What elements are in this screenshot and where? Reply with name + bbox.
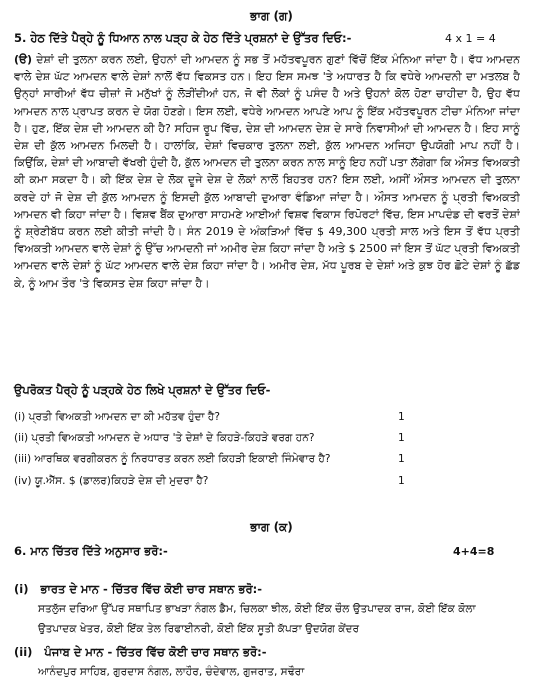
map-part-ii-text: ਪੰਜਾਬ ਦੇ ਮਾਨ - ਚਿੱਤਰ ਵਿੱਚ ਕੋਈ ਚਾਰ ਸਥਾਨ ਭਰੋ:- [44,645,267,659]
map-part-ii-title [14,645,267,660]
map-part-i-text: ਭਾਰਤ ਦੇ ਮਾਨ - ਚਿੱਤਰ ਵਿੱਚ ਕੋਈ ਚਾਰ ਸਥਾਨ ਭਰੋ:- [40,582,263,596]
section-heading-ga: ਭਾਗ (ਗ) [250,9,293,23]
subquestion-marks: 1 [398,475,405,487]
subquestion-1 [14,411,434,424]
map-part-i-line-1: ਸਤਲੁੱਜ ਦਰਿਆ ਉੱਪਰ ਸਥਾਪਿਤ ਭਾਖੜਾ ਨੰਗਲ ਡੈਮ, ਚਿਲਕਾ ਝੀਲ, ਕੋਈ ਇੱਕ ਚੌਲ ਉਤਪਾਦਕ ਰਾਜ, ਕੋਈ ਇੱਕ ਕੋਲਾ [38,603,476,615]
passage [14,51,520,377]
question-5-marks: 4 x 1 = 4 [445,32,496,45]
subquestion-4 [14,475,434,488]
subquestion-marks: 1 [398,453,405,465]
question-6-marks: 4+4=8 [453,545,495,558]
subquestion-text: (iii) ਆਰਥਿਕ ਵਰਗੀਕਰਨ ਨੂੰ ਨਿਰਧਾਰਤ ਕਰਨ ਲਈ ਕਿਹੜੀ ਇਕਾਈ ਜਿੰਮੇਵਾਰ ਹੈ? [14,453,331,465]
subquestion-marks: 1 [398,411,405,423]
map-part-ii-line-1: ਆਨੰਦਪੁਰ ਸਾਹਿਬ, ਗੁਰਦਾਸ ਨੰਗਲ, ਲਾਹੌਰ, ਚੰਦੇਵਾਲ, ਗੁਜਰਾਤ, ਸਢੌਰਾ [38,666,305,678]
section-heading-ka: ਭਾਗ (ਕ) [250,520,293,534]
subquestion-marks: 1 [398,432,405,444]
map-part-i-title [14,582,262,597]
passage-text: ਦੇਸ਼ਾਂ ਦੀ ਤੁਲਨਾ ਕਰਨ ਲਈ, ਉਹਨਾਂ ਦੀ ਆਮਦਨ ਨੂੰ ਸਭ ਤੋਂ ਮਹੱਤਵਪੂਰਨ ਗੁਣਾਂ ਵਿੱਚੋਂ ਇੱਕ ਮੰਨਿਆ ਜਾਂਦਾ ਹੈ। ਵੱਧ ਆਮਦਨ ਵਾਲੇ ਦੇਸ਼ ਘੱਟ ਆਮਦਨ ਵਾਲੇ ਦੇਸ਼ਾਂ ਨਾਲੋਂ ਵੱਧ ਵਿਕਸਤ ਹਨ। ਇਹ ਇਸ ਸਮਝ 'ਤੇ ਅਧਾਰਤ ਹੈ ਕਿ ਵਧੇਰੇ ਆਮਦਨੀ ਦਾ ਮਤਲਬ ਹੈ ਉਨ੍ਹਾਂ ਸਾਰੀਆਂ ਵੱਧ ਚੀਜ਼ਾਂ ਜੋ ਮਨੁੱਖਾਂ ਨੂੰ ਲੋੜੀਂਦੀਆਂ ਹਨ, ਜੋ ਵੀ ਲੋਕਾਂ ਨੂੰ ਪਸੰਦ ਹੈ ਅਤੇ ਉਹਨਾਂ ਕੋਲ ਹੋਣਾ ਚਾਹੀਦਾ ਹੈ, ਉਹ ਵੱਧ ਆਮਦਨ ਨਾਲ ਪ੍ਰਾਪਤ ਕਰਨ ਦੇ ਯੋਗ ਹੋਣਗੇ। ਇਸ ਲਈ, ਵਧੇਰੇ ਆਮਦਨ ਆਪਣੇ ਆਪ ਨੂੰ ਇੱਕ ਮਹੱਤਵਪੂਰਨ ਟੀਚਾ ਮੰਨਿਆ ਜਾਂਦਾ ਹੈ। ਹੁਣ, ਇੱਕ ਦੇਸ਼ ਦੀ ਆਮਦਨ ਕੀ ਹੈ? ਸਹਿਜ ਰੂਪ ਵਿੱਚ, ਦੇਸ਼ ਦੀ ਆਮਦਨ ਦੇਸ਼ ਦੇ ਸਾਰੇ ਨਿਵਾਸੀਆਂ ਦੀ ਆਮਦਨ ਹੈ। ਇਹ ਸਾਨੂੰ ਦੇਸ਼ ਦੀ ਕੁੱਲ ਆਮਦਨ ਮਿਲਦੀ ਹੈ। ਹਾਲਾਂਕਿ, ਦੇਸ਼ਾਂ ਵਿਚਕਾਰ ਤੁਲਨਾ ਲਈ, ਕੁੱਲ ਆਮਦਨ ਅਜਿਹਾ ਉਪਯੋਗੀ ਮਾਪ ਨਹੀਂ ਹੈ। ਕਿਉਂਕਿ, ਦੇਸ਼ਾਂ ਦੀ ਆਬਾਦੀ ਵੱਖਰੀ ਹੁੰਦੀ ਹੈ, ਕੁੱਲ ਆਮਦਨ ਦੀ ਤੁਲਨਾ ਕਰਨ ਨਾਲ ਸਾਨੂੰ ਇਹ ਨਹੀਂ ਪਤਾ ਲੱਗੇਗਾ ਕਿ ਔਸਤ ਵਿਅਕਤੀ ਕੀ ਕਮਾ ਸਕਦਾ ਹੈ। ਕੀ ਇੱਕ ਦੇਸ਼ ਦੇ ਲੋਕ ਦੂਜੇ ਦੇਸ਼ ਦੇ ਲੋਕਾਂ ਨਾਲੋਂ ਬਿਹਤਰ ਹਨ? ਇਸ ਲਈ, ਅਸੀਂ ਔਸਤ ਆਮਦਨ ਦੀ ਤੁਲਨਾ ਕਰਦੇ ਹਾਂ ਜੋ ਦੇਸ਼ ਦੀ ਕੁੱਲ ਆਮਦਨ ਨੂੰ ਇਸਦੀ ਕੁੱਲ ਆਬਾਦੀ ਦੁਆਰਾ ਵੰਡਿਆ ਜਾਂਦਾ ਹੈ। ਔਸਤ ਆਮਦਨ ਨੂੰ ਪ੍ਰਤੀ ਵਿਅਕਤੀ ਆਮਦਨ ਵੀ ਕਿਹਾ ਜਾਂਦਾ ਹੈ। ਵਿਸ਼ਵ ਬੈਂਕ ਦੁਆਰਾ ਸਾਹਮਣੇ ਆਈਆਂ ਵਿਸ਼ਵ ਵਿਕਾਸ ਰਿਪੋਰਟਾਂ ਵਿੱਚ, ਇਸ ਮਾਪਦੰਡ ਦੀ ਵਰਤੋਂ ਦੇਸ਼ਾਂ ਨੂੰ ਸ਼੍ਰੇਣੀਬੱਧ ਕਰਨ ਲਈ ਕੀਤੀ ਜਾਂਦੀ ਹੈ। ਸੰਨ 2019 ਦੇ ਅੰਕੜਿਆਂ ਵਿੱਚ $ 49,300 ਪ੍ਰਤੀ ਸਾਲ ਅਤੇ ਇਸ ਤੋਂ ਵੱਧ ਪ੍ਰਤੀ ਵਿਅਕਤੀ ਆਮਦਨ ਵਾਲੇ ਦੇਸ਼ਾਂ ਨੂੰ ਉੱਚ ਆਮਦਨੀ ਜਾਂ ਅਮੀਰ ਦੇਸ਼ ਕਿਹਾ ਜਾਂਦਾ ਹੈ ਅਤੇ $ 2500 ਜਾਂ ਇਸ ਤੋਂ ਘੱਟ ਪ੍ਰਤੀ ਵਿਅਕਤੀ ਆਮਦਨ ਵਾਲੇ ਦੇਸ਼ਾਂ ਨੂੰ ਘੱਟ ਆਮਦਨ ਵਾਲੇ ਦੇਸ਼ ਕਿਹਾ ਜਾਂਦਾ ਹੈ। ਅਮੀਰ ਦੇਸ਼, ਮੱਧ ਪੂਰਬ ਦੇ ਦੇਸ਼ਾਂ ਅਤੇ ਕੁਝ ਹੋਰ ਛੋਟੇ ਦੇਸ਼ਾਂ ਨੂੰ ਛੱਡ ਕੇ, ਨੂੰ ਆਮ ਤੌਰ 'ਤੇ ਵਿਕਸਤ ਦੇਸ਼ ਕਿਹਾ ਜਾਂਦਾ ਹੈ। [14,53,520,290]
question-6-title: 6. ਮਾਨ ਚਿੱਤਰ ਦਿੱਤੇ ਅਨੁਸਾਰ ਭਰੋ:- [14,544,168,558]
map-part-i-line-2: ਉਤਪਾਦਕ ਖੇਤਰ, ਕੋਈ ਇੱਕ ਤੇਲ ਰਿਫਾਈਨਰੀ, ਕੋਈ ਇੱਕ ਸੂਤੀ ਕੱਪੜਾ ਉਦਯੋਗ ਕੇਂਦਰ [38,623,360,635]
question-5-title: 5. ਹੇਠ ਦਿੱਤੇ ਪੈਰ੍ਹੇ ਨੂੰ ਧਿਆਨ ਨਾਲ ਪੜ੍ਹ ਕੇ ਹੇਠ ਦਿੱਤੇ ਪ੍ਰਸ਼ਨਾਂ ਦੇ ਉੱਤਰ ਦਿਓ:- [14,31,352,45]
subquestion-2 [14,432,434,445]
subquestion-text: (iv) ਯੂ.ਐੱਸ. $ (ਡਾਲਰ)ਕਿਹੜੇ ਦੇਸ਼ ਦੀ ਮੁਦਰਾ ਹੈ? [14,475,209,487]
passage-lead: (ੳ) [14,53,33,66]
subquestion-3 [14,453,434,466]
subquestion-text: (i) ਪ੍ਰਤੀ ਵਿਅਕਤੀ ਆਮਦਨ ਦਾ ਕੀ ਮਹੱਤਵ ਹੁੰਦਾ ਹੈ? [14,411,221,423]
map-part-i-label: (i) [14,582,29,596]
map-part-ii-label: (ii) [14,645,33,659]
passage-instruction: ਉਪਰੋਕਤ ਪੈਰ੍ਹੇ ਨੂੰ ਪੜ੍ਹਕੇ ਹੇਠ ਲਿਖੇ ਪ੍ਰਸ਼ਨਾਂ ਦੇ ਉੱਤਰ ਦਿਓ- [14,383,271,397]
subquestion-text: (ii) ਪ੍ਰਤੀ ਵਿਅਕਤੀ ਆਮਦਨ ਦੇ ਅਧਾਰ 'ਤੇ ਦੇਸ਼ਾਂ ਦੇ ਕਿਹੜੇ-ਕਿਹੜੇ ਵਰਗ ਹਨ? [14,432,315,444]
